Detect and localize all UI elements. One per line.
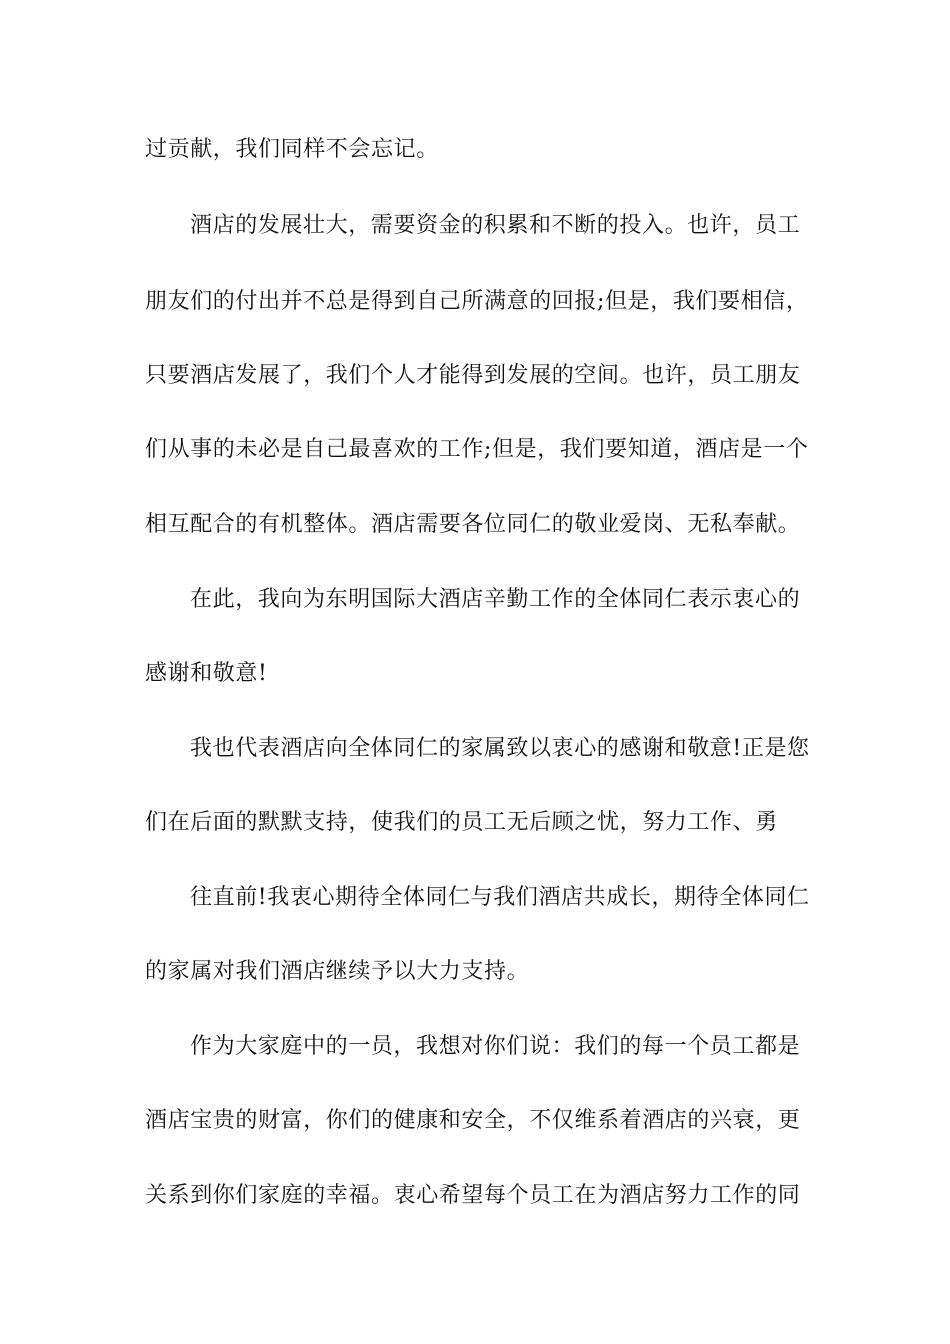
text-line: 相互配合的有机整体。酒店需要各位同仁的敬业爱岗、无私奉献。 — [145, 512, 801, 537]
text-line: 作为大家庭中的一员，我想对你们说：我们的每一个员工都是 — [190, 1034, 801, 1059]
text-line: 关系到你们家庭的幸福。衷心希望每个员工在为酒店努力工作的同 — [145, 1183, 801, 1208]
text-line: 酒店宝贵的财富，你们的健康和安全，不仅维系着酒店的兴衰，更 — [145, 1108, 801, 1133]
text-line: 朋友们的付出并不总是得到自己所满意的回报;但是，我们要相信， — [145, 289, 809, 314]
text-line: 我也代表酒店向全体同仁的家属致以衷心的感谢和敬意!正是您 — [190, 736, 810, 761]
text-line: 只要酒店发展了，我们个人才能得到发展的空间。也许，员工朋友 — [145, 363, 801, 388]
text-line: 们从事的未必是自己最喜欢的工作;但是，我们要知道，酒店是一个 — [145, 437, 809, 462]
text-line: 们在后面的默默支持，使我们的员工无后顾之忧，努力工作、勇 — [145, 810, 778, 835]
text-line: 在此，我向为东明国际大酒店辛勤工作的全体同仁表示衷心的 — [190, 587, 801, 612]
text-line: 的家属对我们酒店继续予以大力支持。 — [145, 959, 530, 984]
text-line: 感谢和敬意! — [145, 661, 268, 686]
text-line: 过贡献，我们同样不会忘记。 — [145, 137, 439, 162]
text-line: 酒店的发展壮大，需要资金的积累和不断的投入。也许，员工 — [190, 213, 801, 238]
text-line: 往直前!我衷心期待全体同仁与我们酒店共成长，期待全体同仁 — [190, 885, 810, 910]
